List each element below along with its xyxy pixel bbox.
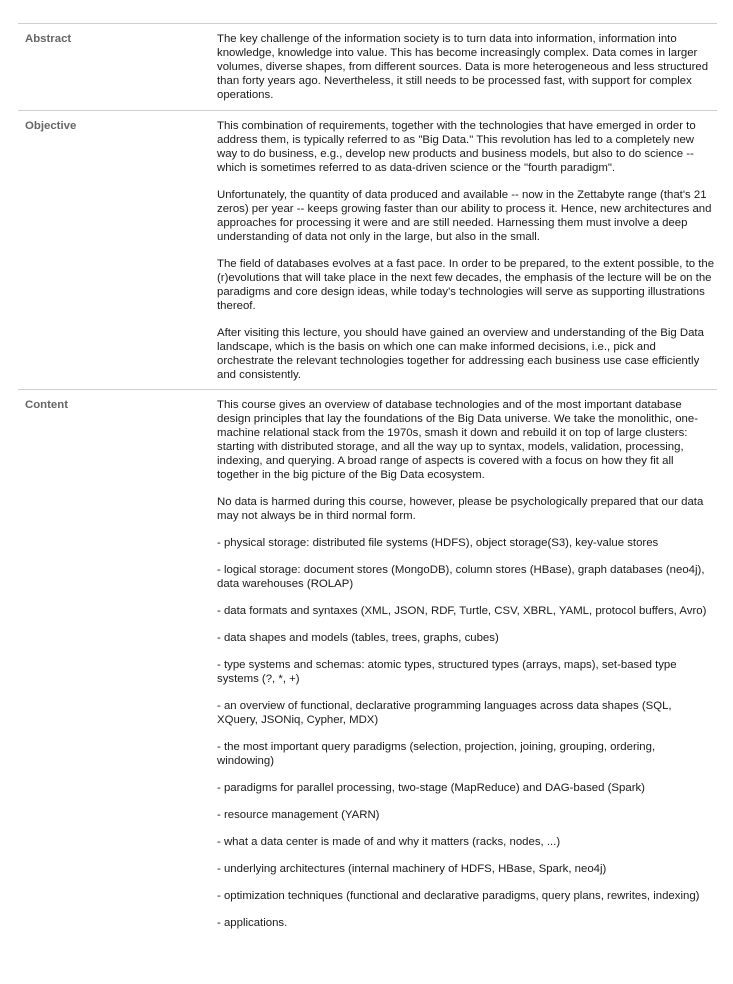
paragraph: This course gives an overview of database technologies and of the most important database design principles that lay the foundations of the Big Data universe. We take the monolithic, one-machine relational stack from the 1970s, smash it down and rebuild it on top of large clusters: starting with distributed storage, and all the way up to syntax, models, validation, processing, indexing, and querying. A broad range of aspects is covered with a focus on how they fit all together in the big picture of the Big Data ecosystem. [217, 399, 699, 481]
paragraph: After visiting this lecture, you should have gained an overview and understanding of the Big Data landscape, which is the basis on which one can make informed decisions, i.e., pick and orchestrate the relevant technologies together for addressing each business use case efficiently and consistently. [217, 327, 704, 381]
section-body-objective [217, 119, 717, 385]
list-item: - paradigms for parallel processing, two-stage (MapReduce) and DAG-based (Spark) [217, 782, 645, 794]
list-item: - applications. [217, 917, 288, 929]
list-item: - the most important query paradigms (selection, projection, joining, grouping, ordering, windowing) [217, 741, 656, 767]
list-item: - optimization techniques (functional and declarative paradigms, query plans, rewrites, indexing) [217, 890, 700, 902]
list-item: - type systems and schemas: atomic types, structured types (arrays, maps), set-based type systems (?, *, +) [217, 659, 677, 685]
list-item: - resource management (YARN) [217, 809, 380, 821]
section-abstract [18, 24, 717, 111]
list-item: - an overview of functional, declarative programming languages across data shapes (SQL, XQuery, JSONiq, Cypher, MDX) [217, 700, 672, 726]
list-item: - data shapes and models (tables, trees, graphs, cubes) [217, 632, 499, 644]
paragraph: No data is harmed during this course, however, please be psychologically prepared that our data may not always be in third normal form. [217, 496, 704, 522]
section-body-abstract [217, 32, 717, 106]
list-item: - data formats and syntaxes (XML, JSON, RDF, Turtle, CSV, XBRL, YAML, protocol buffers, Avro) [217, 605, 707, 617]
section-body-content [217, 398, 717, 933]
section-content [18, 390, 717, 937]
section-objective [18, 111, 717, 390]
list-item: - logical storage: document stores (MongoDB), column stores (HBase), graph databases (neo4j), data warehouses (ROLAP) [217, 564, 705, 590]
paragraph: The key challenge of the information society is to turn data into information, information into knowledge, knowledge into value. This has become increasingly complex. Data comes in larger volumes, diverse shapes, from different sources. Data is more heterogeneous and less structured than forty years ago. Nevertheless, it still needs to be processed fast, with support for complex operations. [217, 33, 709, 101]
section-label-content: Content [25, 399, 69, 411]
paragraph: Unfortunately, the quantity of data produced and available -- now in the Zettabyte range (that's 21 zeros) per year -- keeps growing faster than our ability to process it. Hence, new architectures and approaches for processing it were and are still needed. Harnessing them must involve a deep understanding of data not only in the large, but also in the small. [217, 189, 712, 243]
course-description-table [18, 23, 717, 937]
section-label-abstract: Abstract [25, 33, 72, 45]
paragraph: This combination of requirements, together with the technologies that have emerged in order to address them, is typically referred to as "Big Data." This revolution has led to a completely new way to do business, e.g., develop new products and business models, but also to do science -- which is sometimes referred to as data-driven science or the "fourth paradigm". [217, 120, 696, 174]
list-item: - underlying architectures (internal machinery of HDFS, HBase, Spark, neo4j) [217, 863, 607, 875]
list-item: - what a data center is made of and why it matters (racks, nodes, ...) [217, 836, 561, 848]
list-item: - physical storage: distributed file systems (HDFS), object storage(S3), key-value stores [217, 537, 659, 549]
paragraph: The field of databases evolves at a fast pace. In order to be prepared, to the extent possible, to the (r)evolutions that will take place in the next few decades, the emphasis of the lecture will be on the paradigms and core design ideas, while today's technologies will serve as supporting illustrations thereof. [217, 258, 715, 312]
section-label-objective: Objective [25, 120, 77, 132]
